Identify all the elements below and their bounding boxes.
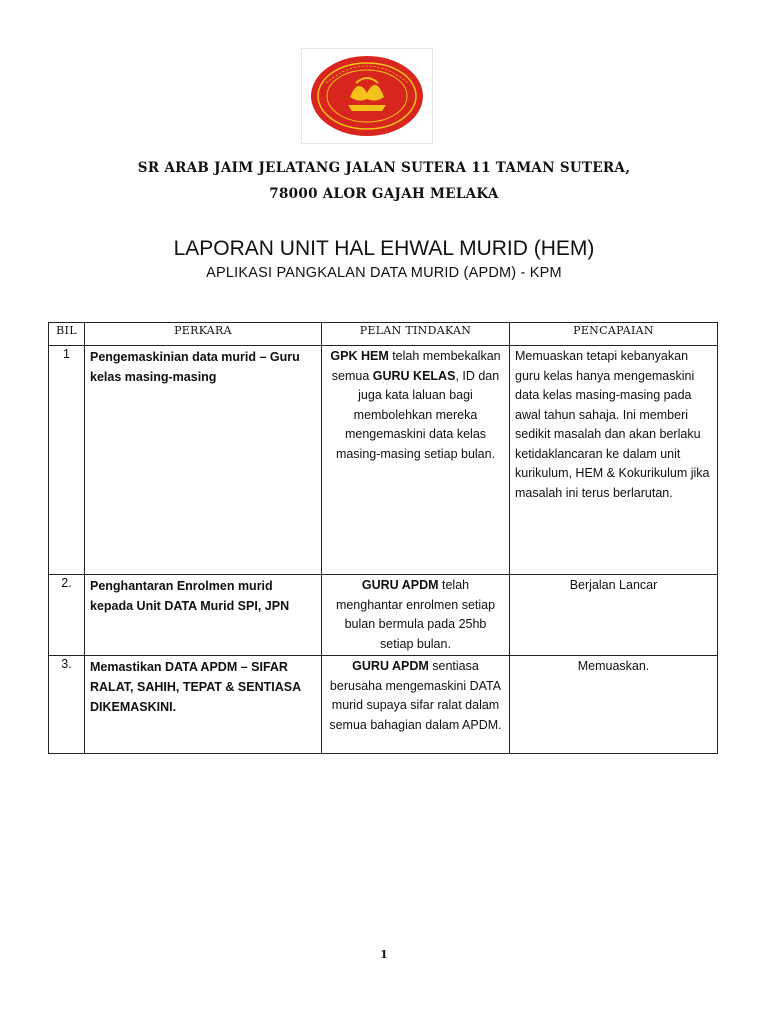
pelan-bold: GURU APDM <box>352 659 429 673</box>
header-bil: BIL <box>49 323 85 346</box>
row-pencapaian: Memuaskan. <box>510 656 718 754</box>
pelan-bold: GURU APDM <box>361 578 439 592</box>
school-address-line1: SR ARAB JAIM JELATANG JALAN SUTERA 11 TAMAN SUTERA, <box>137 160 631 176</box>
row-pelan-tindakan <box>322 575 510 656</box>
pelan-text: telah membekalkan semua <box>331 349 501 383</box>
report-table <box>48 322 718 754</box>
row-bil: 2. <box>49 575 85 656</box>
row-pencapaian: Memuaskan tetapi kebanyakan guru kelas hanya mengemaskini data kelas masing-masing pada awal tahun sahaja. Ini memberi sedikit masalah dan akan berlaku ketidaklancaran ke dalam unit kurikulum, HEM & Kokurikulum jika masalah ini terus berlarutan. <box>510 346 718 575</box>
row-bil: 3. <box>49 656 85 754</box>
report-subtitle: APLIKASI PANGKALAN DATA MURID (APDM) - KPM <box>206 265 562 281</box>
row-perkara: Memastikan DATA APDM – SIFAR RALAT, SAHIH, TEPAT & SENTIASA DIKEMASKINI. <box>85 656 322 754</box>
table-row <box>49 575 718 656</box>
row-pencapaian: Berjalan Lancar <box>510 575 718 656</box>
row-bil: 1 <box>49 346 85 575</box>
report-title: LAPORAN UNIT HAL EHWAL MURID (HEM) <box>173 237 595 260</box>
header-perkara: PERKARA <box>85 323 322 346</box>
pelan-text: sentiasa berusaha mengemaskini DATA murid supaya sifar ralat dalam semua bahagian dalam APDM. <box>329 659 502 732</box>
page-number: 1 <box>380 948 388 961</box>
row-perkara: Penghantaran Enrolmen murid kepada Unit DATA Murid SPI, JPN <box>85 575 322 656</box>
table-header-row <box>49 323 718 346</box>
row-pelan-tindakan <box>322 656 510 754</box>
pelan-bold: GPK HEM <box>330 349 389 363</box>
row-pelan-tindakan <box>322 346 510 575</box>
table-row <box>49 656 718 754</box>
school-logo <box>301 48 433 144</box>
header-pencapaian: PENCAPAIAN <box>510 323 718 346</box>
school-address-line2: 78000 ALOR GAJAH MELAKA <box>269 186 499 202</box>
row-perkara: Pengemaskinian data murid – Guru kelas masing-masing <box>85 346 322 575</box>
header-pelan-tindakan: PELAN TINDAKAN <box>322 323 510 346</box>
table-row <box>49 346 718 575</box>
pelan-bold: GURU KELAS <box>372 368 456 383</box>
school-crest-icon <box>306 53 428 139</box>
pelan-text: , ID dan juga kata laluan bagi membolehkan mereka mengemaskini data kelas masing-masing setiap bulan. <box>335 368 500 461</box>
pelan-text: telah menghantar enrolmen setiap bulan bermula pada 25hb setiap bulan. <box>335 578 496 651</box>
